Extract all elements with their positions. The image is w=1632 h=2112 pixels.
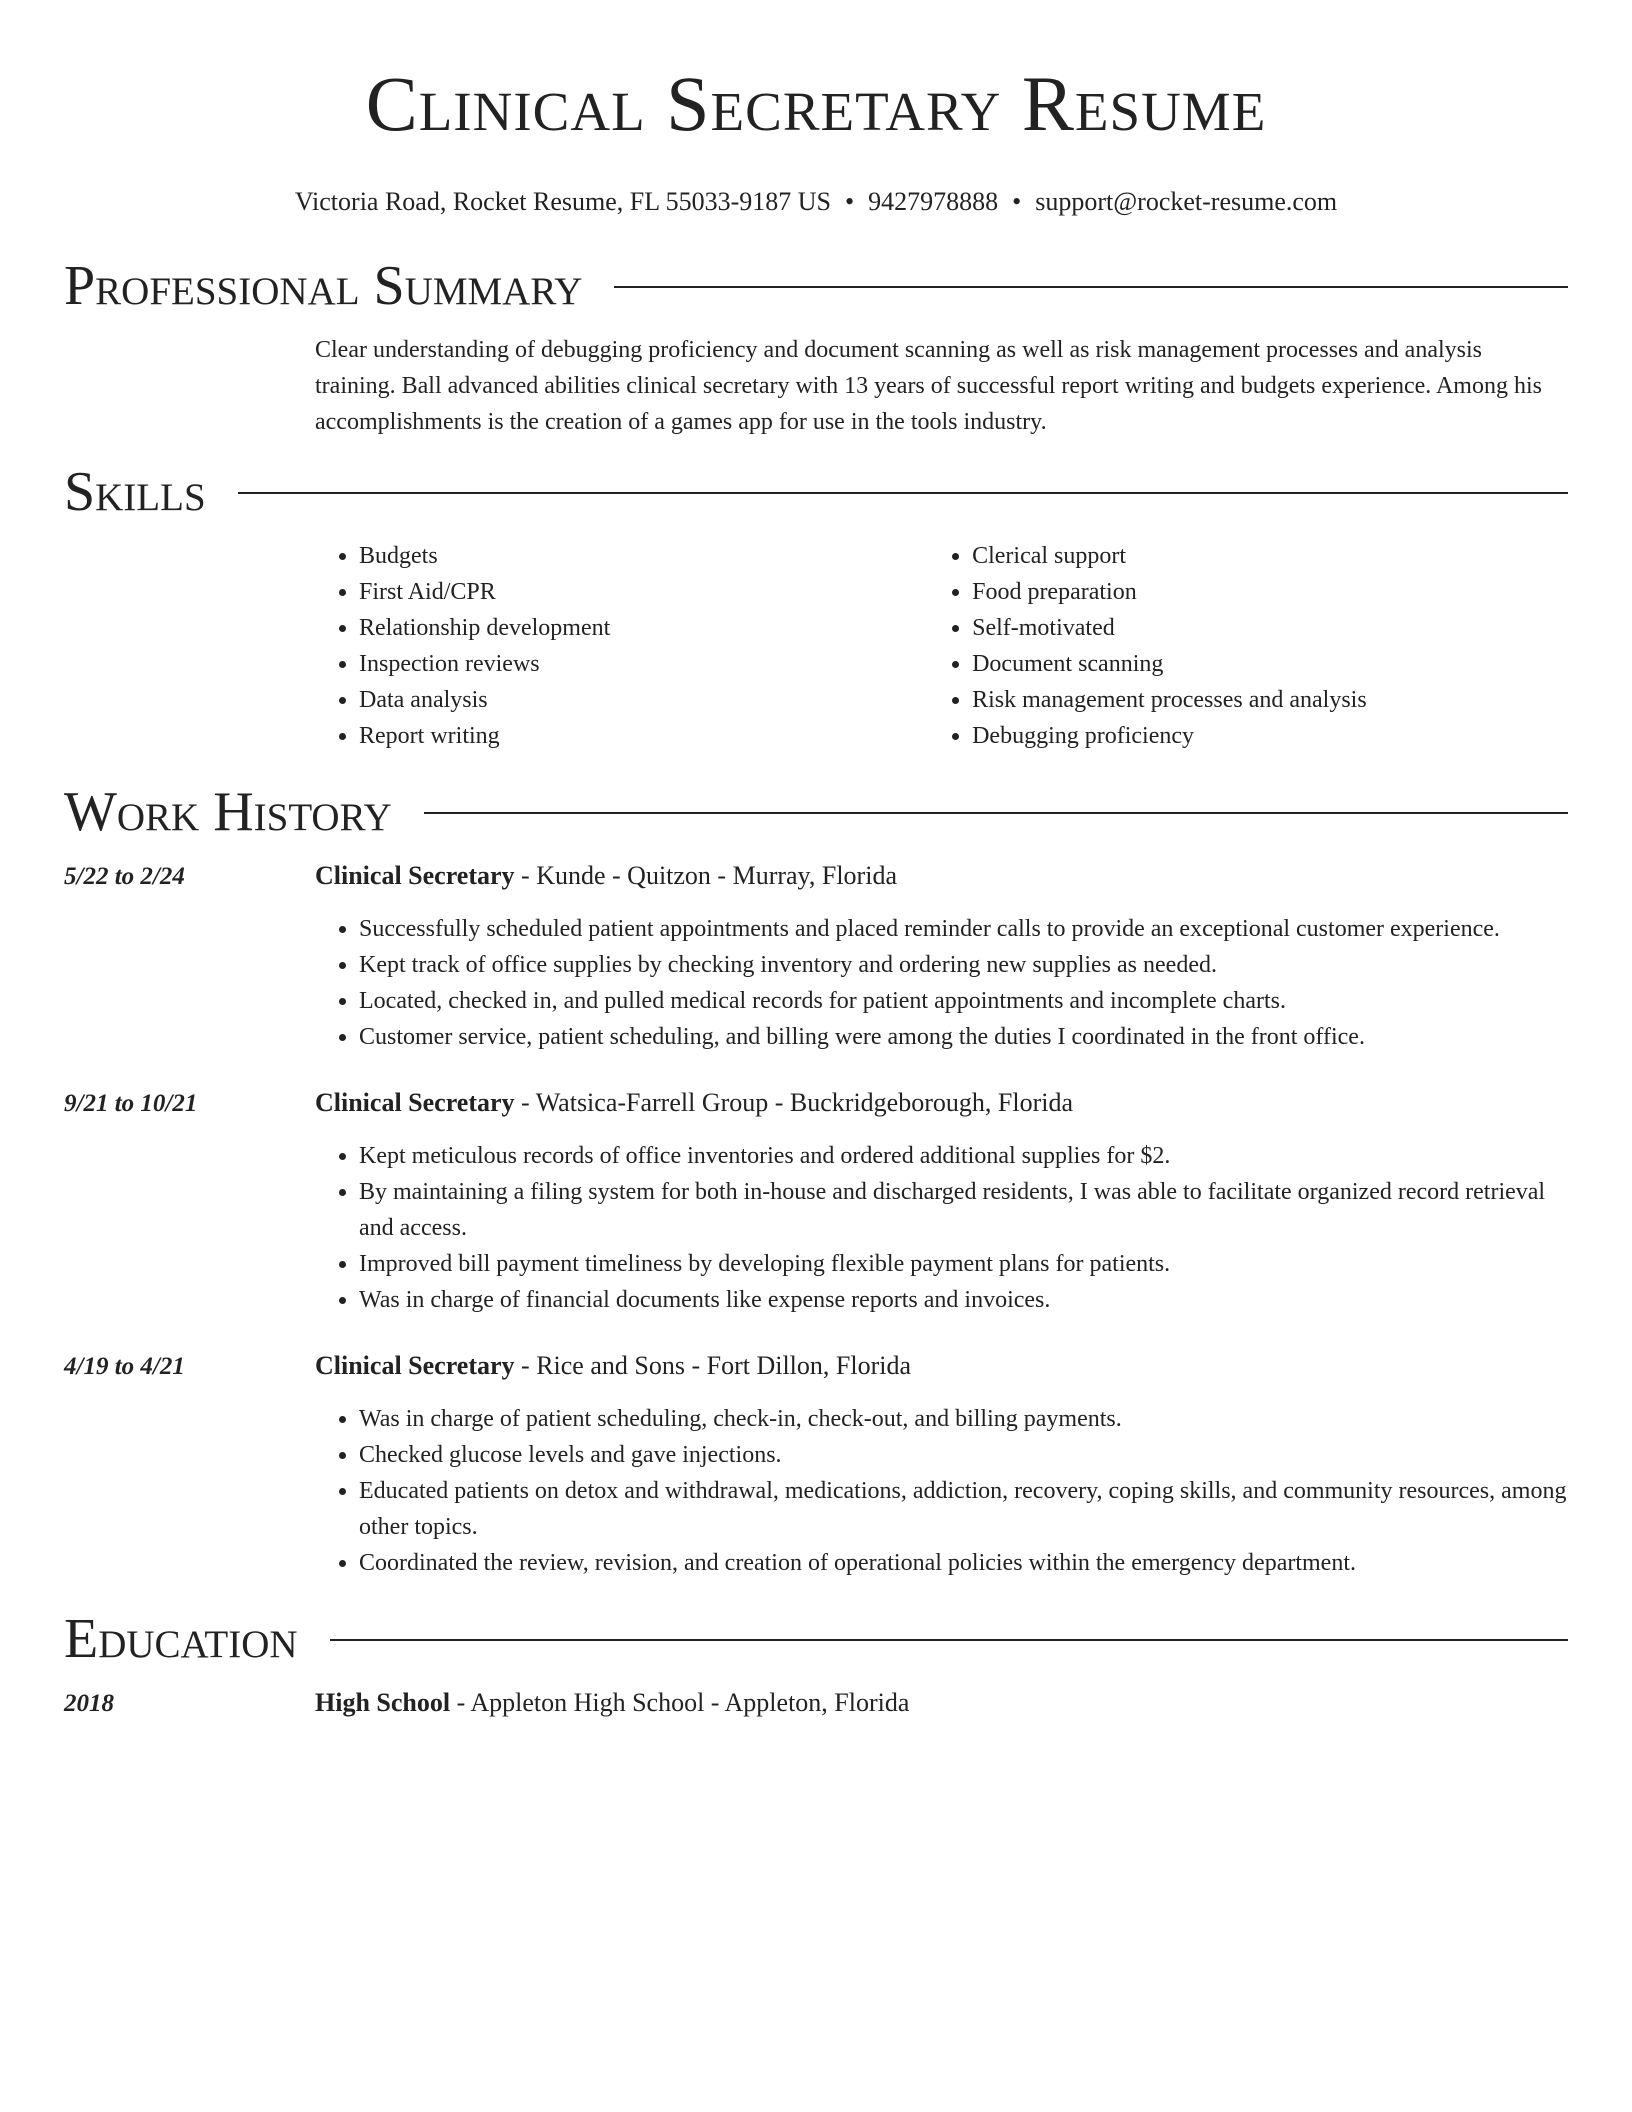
skill-item: • Self-motivated [972, 610, 1568, 646]
job-bullet: • Educated patients on detox and withdrawal, medications, addiction, recovery, coping skills, and community resources, among other topics. [359, 1473, 1568, 1545]
work-section-header [64, 780, 1568, 844]
job-title: Clinical Secretary [315, 1351, 515, 1380]
skill-item: • Food preparation [972, 574, 1568, 610]
job-header [64, 1348, 1568, 1385]
skill-item: • Debugging proficiency [972, 718, 1568, 754]
job-bullet-list [315, 911, 1568, 1055]
job-bullet: • Customer service, patient scheduling, and billing were among the duties I coordinated in the front office. [359, 1019, 1568, 1055]
job-entry [64, 1348, 1568, 1581]
work-heading: Work History [64, 781, 392, 843]
job-title: Clinical Secretary [315, 1088, 515, 1117]
job-bullet: • Was in charge of financial documents like expense reports and invoices. [359, 1282, 1568, 1318]
job-header [64, 1085, 1568, 1122]
skills-column-left [315, 538, 928, 754]
education-entry [64, 1685, 1568, 1722]
section-divider [330, 1639, 1568, 1641]
resume-title: Clinical Secretary Resume [365, 60, 1267, 147]
education-degree: High School [315, 1688, 451, 1717]
section-divider [238, 492, 1568, 494]
job-bullet: • By maintaining a filing system for both in-house and discharged residents, I was able to facilitate organized record retrieval and access. [359, 1174, 1568, 1246]
job-bullet: • Located, checked in, and pulled medical records for patient appointments and incomplete charts. [359, 983, 1568, 1019]
job-bullet: • Was in charge of patient scheduling, check-in, check-out, and billing payments. [359, 1401, 1568, 1437]
summary-body [315, 332, 1568, 440]
job-entry [64, 1085, 1568, 1318]
contact-address: Victoria Road, Rocket Resume, FL 55033-9187 US [294, 187, 832, 216]
job-bullet-list [315, 1401, 1568, 1581]
job-details: - Watsica-Farrell Group - Buckridgeborough, Florida [514, 1088, 1073, 1117]
education-year: 2018 [64, 1690, 114, 1717]
job-bullet-list [315, 1138, 1568, 1318]
job-header [64, 858, 1568, 895]
section-divider [424, 812, 1568, 814]
skills-section-header [64, 460, 1568, 524]
resume-page [64, 0, 1568, 1722]
job-dates: 4/19 to 4/21 [64, 1353, 185, 1380]
education-section-header [64, 1607, 1568, 1671]
section-divider [614, 286, 1568, 288]
summary-text: Clear understanding of debugging proficiency and document scanning as well as risk management processes and analysis training. Ball advanced abilities clinical secretary with 13 years of successful report writing and budgets experience. Among his accomplishments is the creation of a games app for use in the tools industry. [315, 337, 1542, 435]
job-bullet: • Checked glucose levels and gave injections. [359, 1437, 1568, 1473]
skills-list [315, 538, 1568, 754]
job-bullet: • Kept meticulous records of office inventories and ordered additional supplies for $2. [359, 1138, 1568, 1174]
education-heading: Education [64, 1608, 298, 1670]
job-dates: 5/22 to 2/24 [64, 863, 185, 890]
job-entry [64, 858, 1568, 1055]
contact-line [64, 186, 1568, 218]
skill-item: • Inspection reviews [359, 646, 928, 682]
contact-separator: • [845, 187, 855, 216]
job-details: - Rice and Sons - Fort Dillon, Florida [514, 1351, 912, 1380]
skill-item: • First Aid/CPR [359, 574, 928, 610]
skills-column-right [928, 538, 1568, 754]
job-details: - Kunde - Quitzon - Murray, Florida [514, 861, 897, 890]
contact-separator: • [1012, 187, 1022, 216]
education-header [64, 1685, 1568, 1722]
skill-item: • Relationship development [359, 610, 928, 646]
job-bullet: • Kept track of office supplies by checking inventory and ordering new supplies as needed. [359, 947, 1568, 983]
job-heading [315, 1085, 1073, 1121]
education-details: - Appleton High School - Appleton, Florida [450, 1688, 910, 1717]
job-bullet: • Coordinated the review, revision, and creation of operational policies within the emergency department. [359, 1545, 1568, 1581]
education-heading-line [315, 1685, 909, 1721]
skills-heading: Skills [64, 461, 206, 523]
job-heading [315, 858, 897, 894]
skill-item: • Clerical support [972, 538, 1568, 574]
summary-section-header [64, 254, 1568, 318]
skill-item: • Report writing [359, 718, 928, 754]
skill-item: • Document scanning [972, 646, 1568, 682]
skill-item: • Data analysis [359, 682, 928, 718]
skill-item: • Budgets [359, 538, 928, 574]
summary-heading: Professional Summary [64, 255, 583, 317]
job-bullet: • Improved bill payment timeliness by developing flexible payment plans for patients. [359, 1246, 1568, 1282]
job-bullet: • Successfully scheduled patient appointments and placed reminder calls to provide an exceptional customer experience. [359, 911, 1568, 947]
job-dates: 9/21 to 10/21 [64, 1090, 198, 1117]
skill-item: • Risk management processes and analysis [972, 682, 1568, 718]
job-heading [315, 1348, 911, 1384]
job-title: Clinical Secretary [315, 861, 515, 890]
contact-phone: 9427978888 [868, 187, 999, 216]
contact-email: support@rocket-resume.com [1035, 187, 1338, 216]
